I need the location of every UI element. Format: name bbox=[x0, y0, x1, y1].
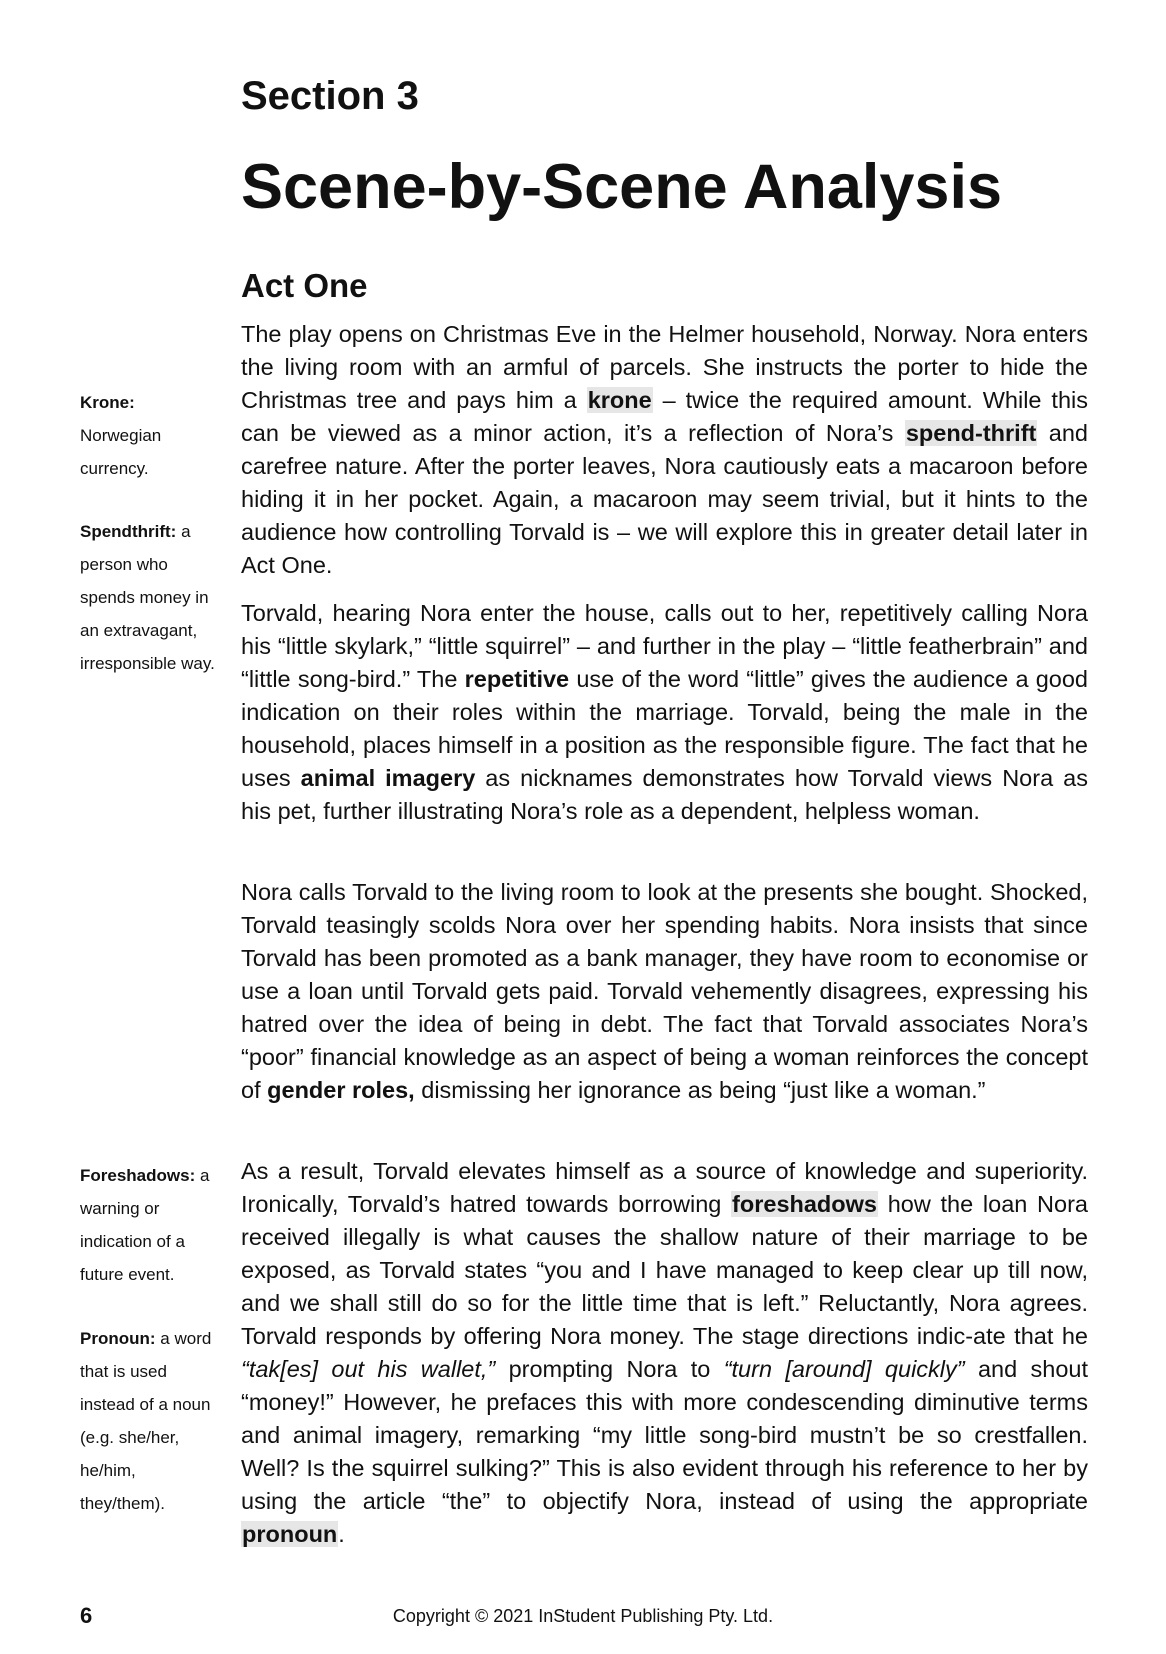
glossary-note-spendthrift bbox=[80, 515, 220, 680]
paragraph-3 bbox=[241, 876, 1088, 1107]
text-run: prompting Nora to bbox=[495, 1356, 724, 1382]
text-run: Torvald, hearing Nora enter the house, calls out to her, repetitively calling Nora his “little skylark,” “little squirrel” – and further in the play – “little featherbrain” and “little song-bird.” The bbox=[241, 600, 1088, 692]
text-run: how the loan Nora received illegally is what causes the shallow nature of their marriage to be exposed, as Torvald states “you and I have managed to keep clear up till now, and we shall still do so for the little time that is left.” Reluctantly, Nora agrees. Torvald responds by offering Nora money. The stage directions indic-ate that he bbox=[241, 1191, 1088, 1349]
keyword-krone: krone bbox=[587, 387, 652, 413]
act-heading: Act One bbox=[241, 267, 368, 304]
text-run: as nicknames demonstrates how Torvald views Nora as his pet, further illustrating Nora’s role as a dependent, helpless woman. bbox=[241, 765, 1088, 824]
glossary-note-foreshadows bbox=[80, 1159, 220, 1291]
glossary-term: Spendthrift: bbox=[80, 522, 177, 541]
keyword-spendthrift: spend-thrift bbox=[905, 420, 1037, 446]
section-label: Section 3 bbox=[241, 74, 419, 118]
quote-wallet: “tak[es] out his wallet,” bbox=[241, 1356, 496, 1382]
glossary-note-krone bbox=[80, 386, 220, 485]
text-run: and carefree nature. After the porter leaves, Nora cautiously eats a macaroon before hiding it in her pocket. Again, a macaroon may seem trivial, but it hints to the audience how controlling Torvald is – we will explore this in greater detail later in Act One. bbox=[241, 420, 1088, 578]
glossary-term: Foreshadows: bbox=[80, 1166, 196, 1185]
text-run: use of the word “little” gives the audience a good indication on their roles within the marriage. Torvald, being the male in the household, places himself in a position as the responsible figure. The fact that he uses bbox=[241, 666, 1088, 791]
keyword-pronoun: pronoun bbox=[242, 1521, 338, 1547]
text-run: . bbox=[338, 1521, 345, 1547]
quote-turn-around: “turn [around] quickly” bbox=[723, 1356, 965, 1382]
text-run: Nora calls Torvald to the living room to look at the presents she bought. Shocked, Torvald teasingly scolds Nora over her spending habits. Nora insists that since Torvald has been promoted as a bank manager, they have room to economise or use a loan until Torvald gets paid. Torvald vehemently disagrees, expressing his hatred over the idea of being in debt. The fact that Torvald associates Nora’s “poor” financial knowledge as an aspect of being a woman reinforces the concept of bbox=[241, 879, 1088, 1103]
glossary-definition: Norwegian currency. bbox=[80, 426, 162, 478]
text-run: dismissing her ignorance as being “just like a woman.” bbox=[414, 1077, 986, 1103]
keyword-repetitive: repetitive bbox=[464, 666, 570, 692]
text-run: – twice the required amount. While this can be viewed as a minor action, it’s a reflection of Nora’s bbox=[241, 387, 1089, 446]
paragraph-4 bbox=[241, 1155, 1088, 1551]
glossary-term: Krone: bbox=[80, 393, 135, 412]
paragraph-1 bbox=[241, 318, 1088, 582]
text-run: The play opens on Christmas Eve in the Helmer household, Norway. Nora enters the living room with an armful of parcels. She instructs the porter to hide the Christmas tree and pays him a bbox=[241, 321, 1088, 413]
glossary-definition: a word that is used instead of a noun (e.g. she/her, he/him, they/them). bbox=[80, 1329, 212, 1513]
page-title: Scene-by-Scene Analysis bbox=[241, 152, 1003, 222]
keyword-foreshadows: foreshadows bbox=[732, 1191, 877, 1217]
glossary-note-pronoun bbox=[80, 1322, 220, 1520]
keyword-gender-roles: gender roles, bbox=[267, 1077, 415, 1103]
text-run: As a result, Torvald elevates himself as a source of knowledge and superiority. Ironically, Torvald’s hatred towards borrowing bbox=[241, 1158, 1088, 1217]
text-run: and shout “money!” However, he prefaces this with more condescending diminutive terms and animal imagery, remarking “my little song-bird mustn’t be so crestfallen. Well? Is the squirrel sulking?” This is also evident through his reference to her by using the article “the” to objectify Nora, instead of using the appropriate bbox=[241, 1356, 1088, 1514]
glossary-definition: a warning or indication of a future event. bbox=[80, 1166, 210, 1284]
glossary-definition: a person who spends money in an extravagant, irresponsible way. bbox=[80, 522, 215, 673]
paragraph-2 bbox=[241, 597, 1088, 828]
copyright-footer: Copyright © 2021 InStudent Publishing Pty. Ltd. bbox=[392, 1606, 774, 1626]
glossary-term: Pronoun: bbox=[80, 1329, 156, 1348]
keyword-animal-imagery: animal imagery bbox=[300, 765, 476, 791]
page-number: 6 bbox=[80, 1603, 93, 1628]
